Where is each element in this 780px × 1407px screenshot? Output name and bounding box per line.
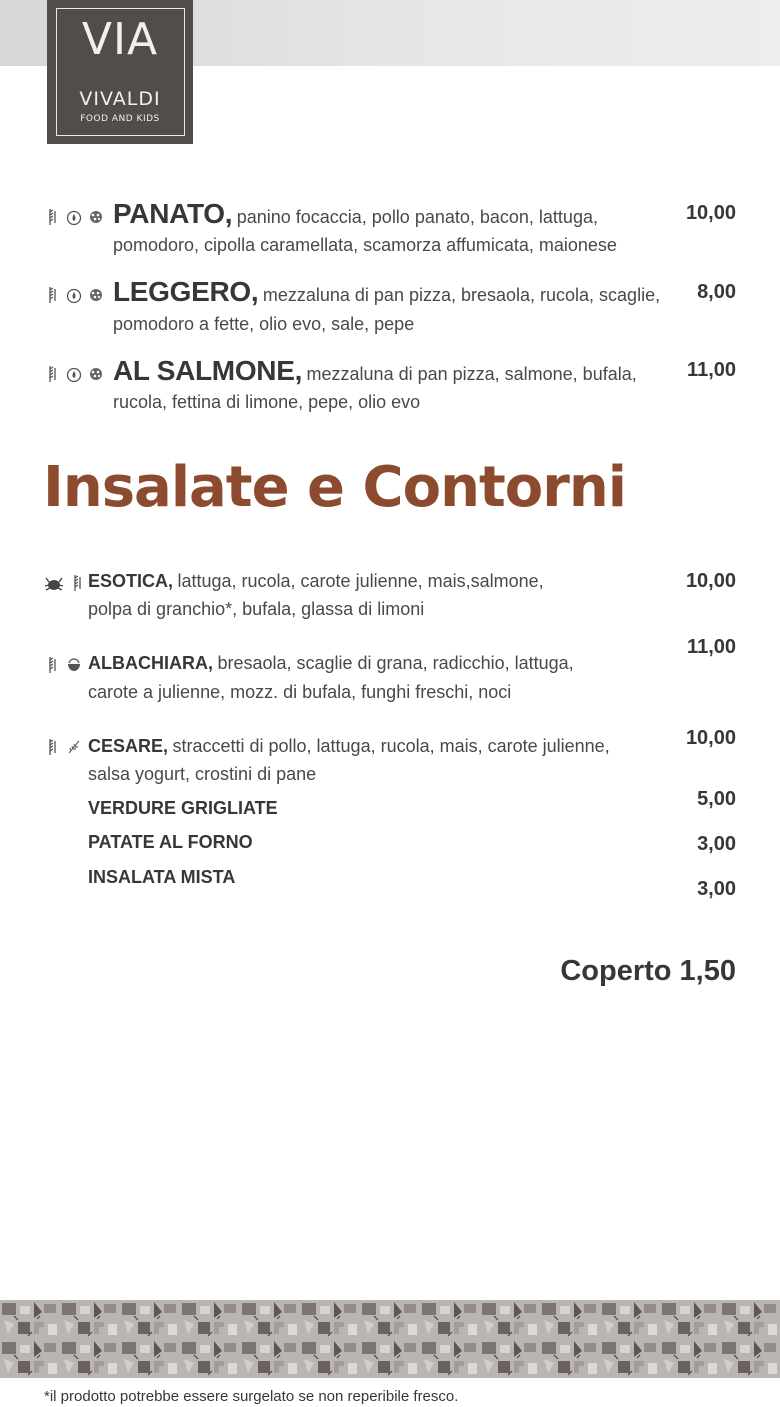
item-name: VERDURE GRIGLIATE	[88, 798, 278, 818]
footnote: *il prodotto potrebbe essere surgelato se non reperibile fresco.	[44, 1388, 459, 1405]
item-description-line2: pomodoro a fette, olio evo, sale, pepe	[113, 314, 415, 334]
milk-drop-icon	[66, 286, 82, 304]
sesame-icon	[88, 286, 104, 304]
item-price: 10,00	[685, 570, 736, 592]
milk-drop-icon	[66, 365, 82, 383]
item-price: 10,00	[685, 727, 736, 749]
mustard-icon	[66, 738, 82, 756]
item-description-line1: panino focaccia, pollo panato, bacon, lattuga,	[236, 207, 598, 227]
item-description-line2: polpa di granchio*, bufala, glassa di limoni	[88, 599, 425, 619]
item-name: PANATO,	[113, 198, 233, 229]
item-price: 5,00	[697, 788, 736, 810]
wheat-icon	[46, 286, 60, 304]
wheat-icon	[46, 365, 60, 383]
sesame-icon	[88, 365, 104, 383]
wheat-icon	[46, 656, 60, 674]
item-price: 11,00	[687, 359, 736, 381]
egg-icon	[66, 656, 82, 674]
item-name: ALBACHIARA,	[88, 653, 213, 673]
crab-icon	[43, 574, 65, 592]
wheat-icon	[71, 574, 85, 592]
item-description-line2: salsa yogurt, crostini di pane	[88, 764, 317, 784]
logo	[47, 0, 193, 144]
milk-drop-icon	[66, 208, 82, 226]
item-description-line2: carote a julienne, mozz. di bufala, funghi freschi, noci	[88, 682, 512, 702]
sesame-icon	[88, 208, 104, 226]
item-price: 3,00	[697, 833, 736, 855]
item-description-line1: straccetti di pollo, lattuga, rucola, mais, carote julienne,	[172, 736, 610, 756]
item-description-line1: mezzaluna di pan pizza, salmone, bufala,	[306, 364, 637, 384]
logo-via-text: VIA	[81, 14, 159, 65]
logo-vivaldi-text: VIVALDI	[79, 88, 161, 110]
coperto-price: Coperto 1,50	[560, 955, 736, 987]
decorative-pattern-band	[0, 1300, 780, 1378]
item-name: LEGGERO,	[113, 276, 259, 307]
item-name: INSALATA MISTA	[88, 867, 236, 887]
item-description-line1: mezzaluna di pan pizza, bresaola, rucola, scaglie,	[262, 285, 661, 305]
item-name: CESARE,	[88, 736, 169, 756]
item-price: 3,00	[697, 878, 736, 900]
item-name: PATATE AL FORNO	[88, 832, 253, 852]
item-description-line2: pomodoro, cipolla caramellata, scamorza affumicata, maionese	[113, 235, 617, 255]
section-title: Insalate e Contorni	[43, 455, 626, 520]
item-price: 11,00	[687, 636, 736, 658]
item-name: AL SALMONE,	[113, 355, 303, 386]
item-price: 10,00	[685, 202, 736, 224]
item-description-line2: rucola, fettina di limone, pepe, olio evo	[113, 392, 421, 412]
wheat-icon	[46, 738, 60, 756]
item-price: 8,00	[697, 281, 736, 303]
item-description-line1: lattuga, rucola, carote julienne, mais,salmone,	[177, 571, 544, 591]
pattern-graphic	[0, 1300, 780, 1378]
item-name: ESOTICA,	[88, 571, 174, 591]
wheat-icon	[46, 208, 60, 226]
item-description-line1: bresaola, scaglie di grana, radicchio, lattuga,	[217, 653, 574, 673]
logo-tagline: FOOD AND KIDS	[80, 114, 160, 124]
